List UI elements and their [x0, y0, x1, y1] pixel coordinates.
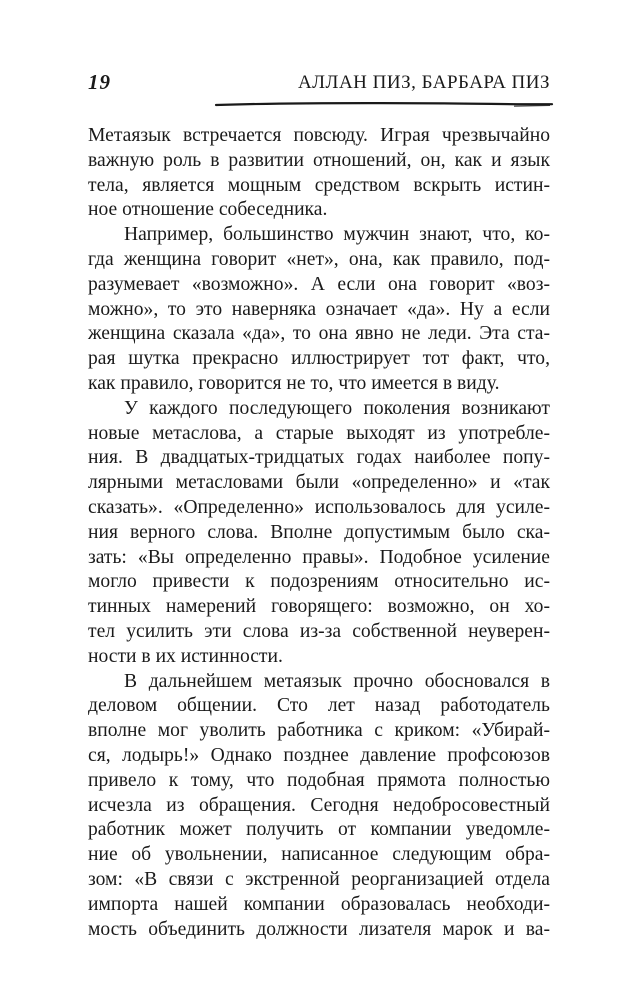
text-line: рая шутка прекрасно иллюстрирует тот факт, что,: [88, 348, 550, 370]
text-line: женщина сказала «да», то она явно не леди. Эта ста-: [88, 323, 550, 345]
text-line: импорта нашей компании образовалась необходи-: [88, 893, 550, 915]
text-line: деловом общении. Сто лет назад работодатель: [88, 695, 550, 717]
text-line: зом: «В связи с экстренной реорганизацией отдела: [88, 868, 550, 890]
text-line: ния. В двадцатых-тридцатых годах наиболее попу-: [88, 447, 550, 469]
running-head: АЛЛАН ПИЗ, БАРБАРА ПИЗ: [297, 72, 550, 93]
text-line: ное отношение собеседника.: [88, 199, 328, 221]
page-header: [88, 70, 550, 94]
text-line: можно», то это наверняка означает «да». Ну а если: [88, 298, 550, 320]
header-rule: [214, 100, 554, 108]
text-line: могло привести к подозрениям относительно ис-: [88, 571, 550, 593]
page-number: 19: [88, 70, 111, 94]
text-line: новые метаслова, а старые выходят из употребле-: [88, 422, 550, 444]
text-line: тела, является мощным средством вскрыть истин-: [88, 174, 550, 196]
text-line: ния верного слова. Вполне допустимым было ска-: [88, 521, 550, 543]
text-line: важную роль в развитии отношений, он, как и язык: [88, 149, 550, 171]
text-line: тел усилить эти слова из-за собственной неуверен-: [88, 620, 550, 642]
body-text: [88, 124, 550, 942]
text-line: ности в их истинности.: [88, 645, 283, 667]
text-line: гда женщина говорит «нет», она, как правило, под-: [88, 248, 550, 270]
text-line: мость объединить должности лизателя марок и ва-: [88, 918, 550, 940]
text-line: В дальнейшем метаязык прочно обосновался в: [124, 670, 550, 692]
text-line: Например, большинство мужчин знают, что, ко-: [124, 224, 550, 246]
text-line: ся, лодырь!» Однако позднее давление профсоюзов: [88, 744, 550, 766]
text-line: работник может получить от компании уведомле-: [88, 819, 550, 841]
text-line: разумевает «возможно». А если она говорит «воз-: [88, 273, 550, 295]
text-line: У каждого последующего поколения возникают: [124, 397, 550, 419]
text-line: сказать». «Определенно» использовалось для усиле-: [88, 496, 550, 518]
text-line: привело к тому, что подобная прямота полностью: [88, 769, 550, 791]
text-line: Метаязык встречается повсюду. Играя чрезвычайно: [88, 125, 550, 146]
text-line: как правило, говорится не то, что имеется в виду.: [88, 372, 500, 394]
text-line: зать: «Вы определенно правы». Подобное усиление: [88, 546, 550, 568]
text-line: тинных намерений говорящего: возможно, он хо-: [88, 596, 550, 618]
text-line: лярными метасловами были «определенно» и «так: [88, 472, 550, 494]
text-line: ние об увольнении, написанное следующим обра-: [88, 844, 550, 866]
text-line: вполне мог уволить работника с криком: «Убирай-: [88, 720, 550, 742]
text-line: исчезла из обращения. Сегодня недобросовестный: [88, 794, 550, 816]
